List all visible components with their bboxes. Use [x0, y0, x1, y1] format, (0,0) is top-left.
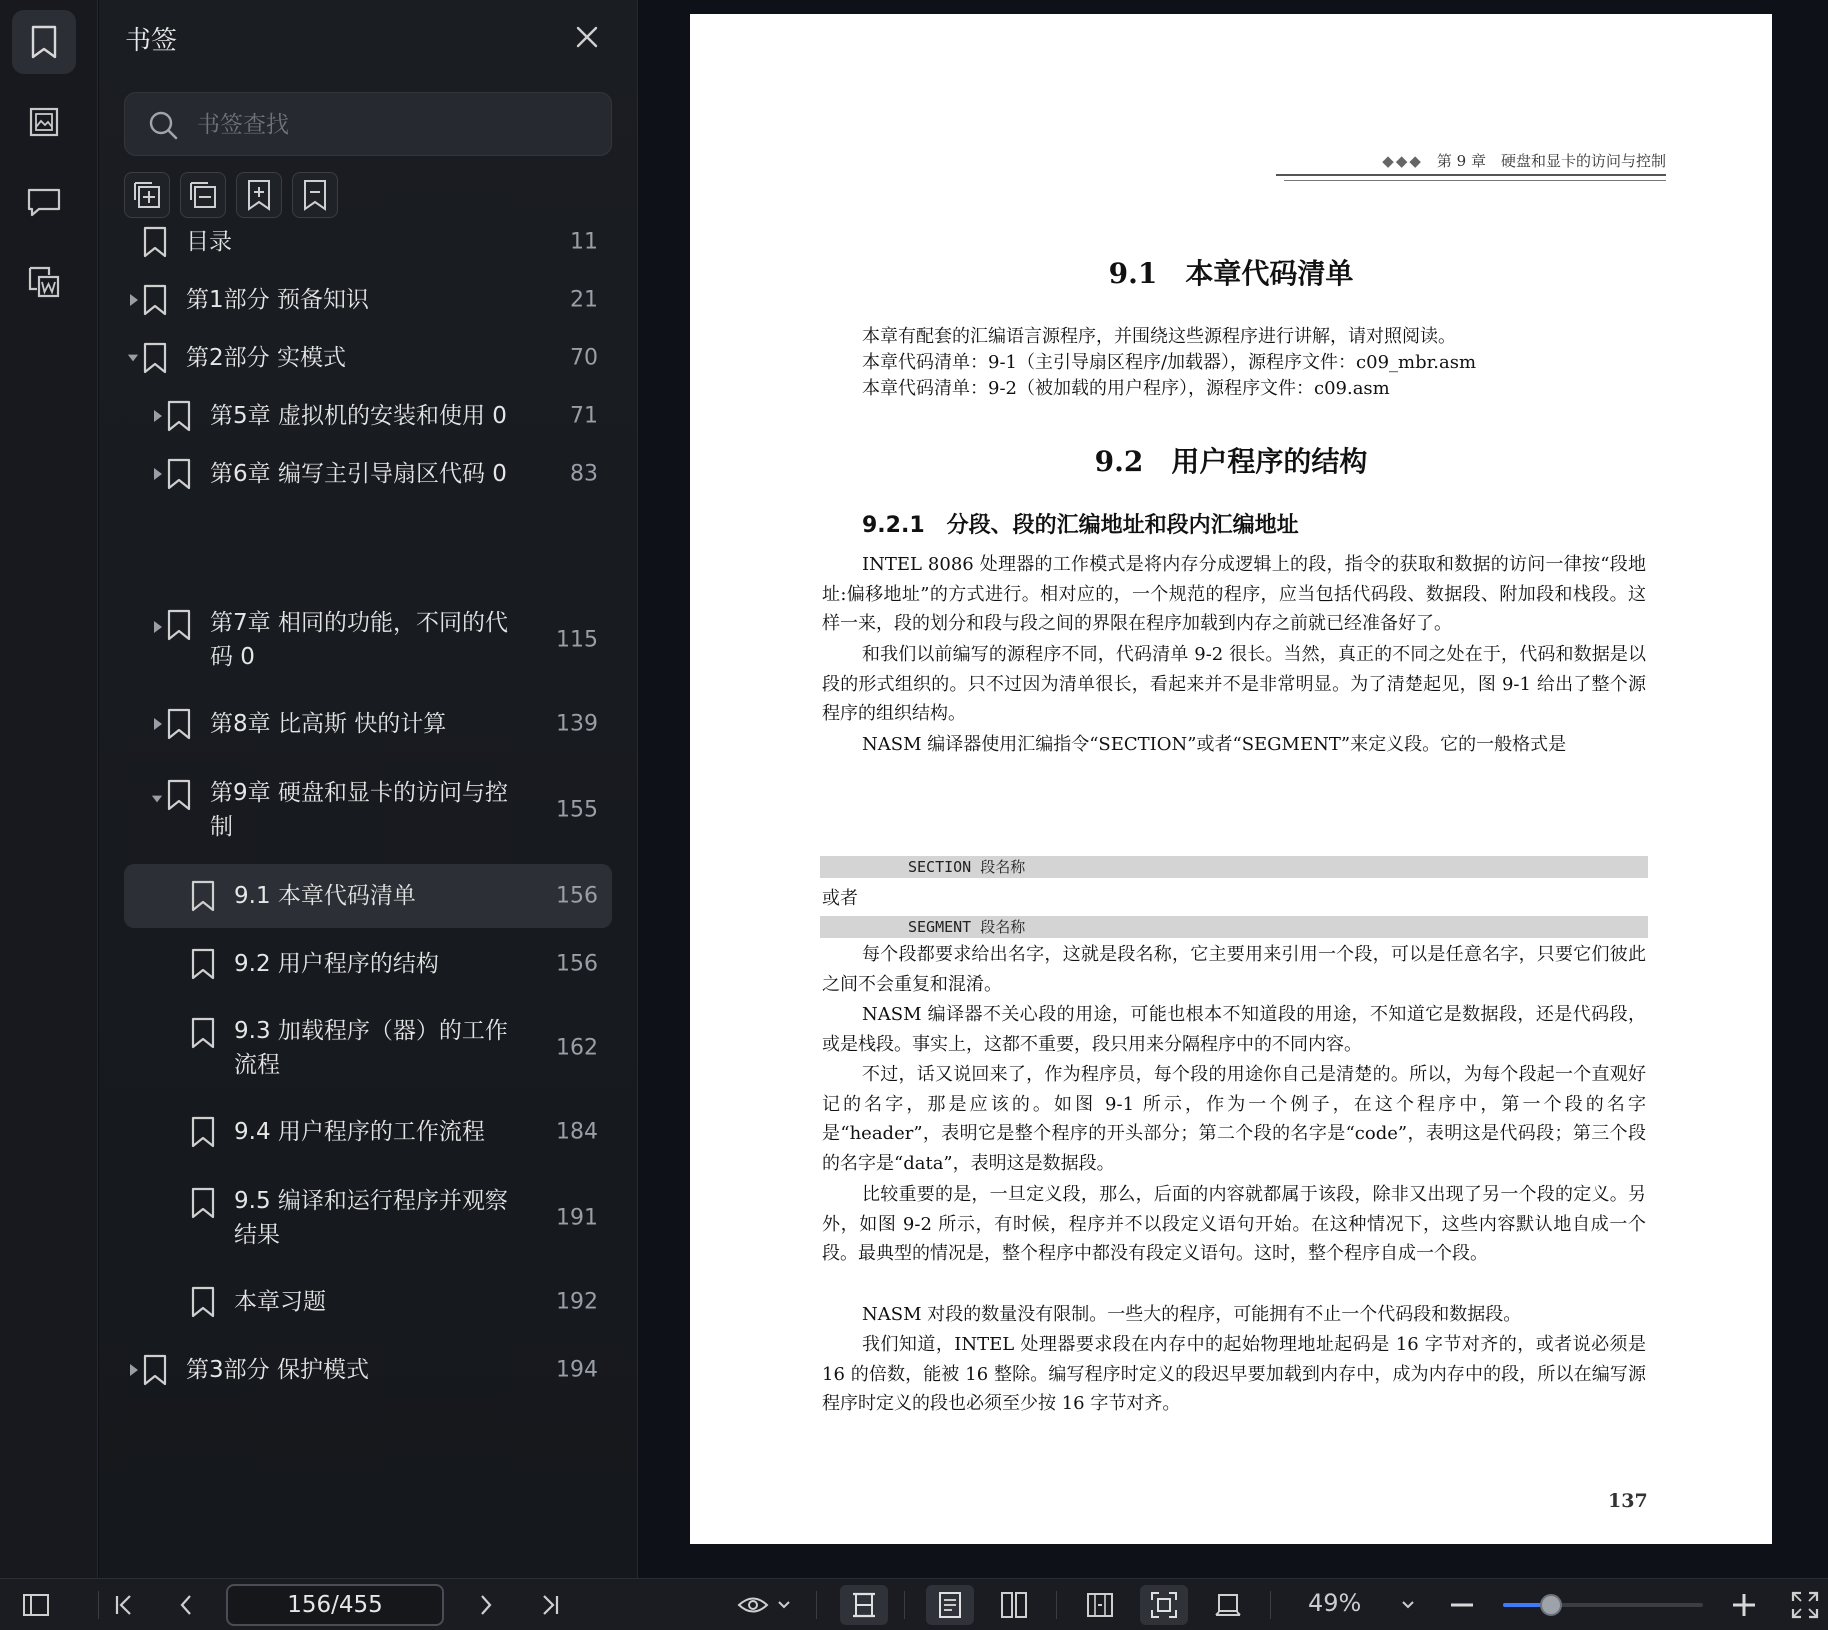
bookmark-page: 191: [556, 1205, 598, 1231]
fit-height-icon: [850, 1591, 878, 1619]
bookmark-icon: [190, 1017, 216, 1049]
paragraph: 和我们以前编写的源程序不同，代码清单 9-2 很长。当然，真正的不同之处在于，代码和数据是以段的形式组织的。只不过因为清单很长，看起来并不是非常明显。为了清楚起见，图 9-1 给出了整个源程序的组织结构。: [822, 644, 1646, 725]
caret-right-icon[interactable]: [152, 467, 164, 481]
intro-line: 本章代码清单：9-2（被加载的用户程序），源程序文件：c09.asm: [862, 378, 1390, 399]
rotate-button[interactable]: [1206, 1585, 1250, 1625]
bookmark-page: 156: [556, 883, 598, 909]
last-page-icon: [539, 1593, 561, 1617]
zoom-slider-thumb[interactable]: [1540, 1594, 1562, 1616]
close-button[interactable]: [570, 20, 604, 54]
zoom-out-button[interactable]: [1446, 1585, 1478, 1625]
two-page-icon: [1000, 1591, 1028, 1619]
chevron-down-icon: [777, 1600, 791, 1610]
bookmark-label: 9.3 加载程序（器）的工作流程: [234, 1018, 508, 1078]
bookmark-label: 第5章 虚拟机的安装和使用 0: [210, 403, 507, 429]
chevron-right-icon: [478, 1593, 494, 1617]
word-convert-tab-button[interactable]: [12, 250, 76, 314]
bookmark-label: 9.2 用户程序的结构: [234, 951, 439, 977]
section-title: 9.1 本章代码清单: [1108, 257, 1354, 290]
paragraph: NASM 编译器不关心段的用途，可能也根本不知道段的用途，不知道它是数据段，还是代码段，或是栈段。事实上，这都不重要，段只用来分隔程序中的不同内容。: [822, 1004, 1646, 1055]
bookmark-search-input[interactable]: [197, 103, 587, 147]
bookmark-page: 115: [556, 627, 598, 653]
two-page-button[interactable]: [990, 1585, 1038, 1625]
bookmark-icon: [166, 400, 192, 432]
bookmark-page: 70: [570, 345, 598, 371]
paragraph: 我们知道，INTEL 处理器要求段在内存中的起始物理地址起码是 16 字节对齐的，或者说必须是 16 的倍数，能被 16 整除。编写程序时定义的段迟早要加载到内存中，成为内存中的段，所以在编写源程序时定义的段也必须至少按 16 字节对齐。: [822, 1334, 1646, 1415]
fit-width-button[interactable]: [1078, 1585, 1122, 1625]
bookmark-item[interactable]: [124, 1102, 612, 1162]
bookmark-page: 11: [570, 229, 598, 255]
fullscreen-button[interactable]: [1788, 1585, 1822, 1625]
sidebar-toggle-icon: [22, 1593, 50, 1617]
rotate-icon: [1213, 1591, 1243, 1619]
comment-icon: [27, 187, 61, 217]
diamond-ornament-icon: ◆◆◆: [1382, 152, 1423, 170]
bookmark-page: 71: [570, 403, 598, 429]
bookmark-label: 第3部分 保护模式: [186, 1357, 369, 1383]
bookmark-item[interactable]: [124, 212, 612, 272]
minus-icon: [1450, 1603, 1474, 1607]
bookmark-page: 83: [570, 461, 598, 487]
bookmark-icon: [190, 1116, 216, 1148]
bookmark-search: [124, 92, 612, 156]
continuous-scroll-button[interactable]: [840, 1585, 888, 1625]
toggle-sidebar-button[interactable]: [16, 1585, 56, 1625]
paragraph: NASM 编译器使用汇编指令“SECTION”或者“SEGMENT”来定义段。它的一般格式是: [862, 734, 1567, 755]
bookmark-icon: [142, 226, 168, 258]
document-viewer[interactable]: [639, 0, 1828, 1578]
toolbar-divider: [1270, 1591, 1271, 1619]
bookmark-item[interactable]: [124, 270, 612, 330]
eye-icon: [737, 1594, 769, 1616]
paragraph: 比较重要的是，一旦定义段，那么，后面的内容就都属于该段，除非又出现了另一个段的定义。另外，如图 9-2 所示，有时候，程序并不以段定义语句开始。在这种情况下，这些内容默认地自成一个段。最典型的情况是，整个程序中都没有段定义语句。这时，整个程序自成一个段。: [822, 1184, 1646, 1265]
or-text: 或者: [822, 888, 858, 909]
close-icon: [570, 20, 604, 54]
bottom-toolbar: [0, 1578, 1828, 1630]
running-header: [1286, 150, 1666, 171]
bookmark-label: 目录: [186, 229, 232, 255]
bookmark-item[interactable]: [124, 934, 612, 994]
bookmark-page: 21: [570, 287, 598, 313]
paragraph: 不过，话又说回来了，作为程序员，每个段的用途你自己是清楚的。所以，为每个段起一个直观好记的名字，那是应该的。如图 9-1 所示，作为一个例子，在这个程序中，第一个段的名字是“header”，表明它是整个程序的开头部分；第二个段的名字是“code”，表明这是代码段；第三个段的名字是“data”，表明这是数据段。: [822, 1064, 1646, 1175]
code-line: SECTION 段名称: [820, 856, 1648, 878]
paragraph: INTEL 8086 处理器的工作模式是将内存分成逻辑上的段，指令的获取和数据的访问一律按“段地址:偏移地址”的方式进行。相对应的，一个规范的程序，应当包括代码段、数据段、附加段和栈段。这样一来，段的划分和段与段之间的界限在程序加载到内存之前就已经准备好了。: [822, 554, 1646, 635]
page-number-input[interactable]: [226, 1584, 444, 1626]
bookmark-icon: [142, 284, 168, 316]
intro-line: 本章代码清单：9-1（主引导扇区程序/加载器），源程序文件：c09_mbr.asm: [862, 352, 1477, 373]
bookmark-item-active[interactable]: [124, 864, 612, 928]
bookmark-label: 9.5 编译和运行程序并观察结果: [234, 1188, 508, 1248]
running-header-text: 第 9 章 硬盘和显卡的访问与控制: [1436, 152, 1666, 170]
bookmark-item[interactable]: [124, 768, 612, 852]
bookmark-tab-button[interactable]: [12, 10, 76, 74]
fit-page-button[interactable]: [1140, 1585, 1188, 1625]
header-rule: [1276, 174, 1666, 176]
toolbar-divider: [1056, 1591, 1057, 1619]
bookmark-page: 155: [556, 797, 598, 823]
bookmark-icon: [190, 948, 216, 980]
zoom-level[interactable]: 49%: [1308, 1589, 1362, 1617]
caret-right-icon[interactable]: [128, 293, 140, 307]
bookmark-item[interactable]: [124, 1340, 612, 1400]
image-icon: [29, 107, 59, 137]
bookmark-label: 第9章 硬盘和显卡的访问与控制: [210, 780, 508, 840]
remove-bookmark-icon: [302, 179, 328, 211]
bookmark-item[interactable]: [124, 1006, 612, 1090]
collapse-all-icon: [188, 180, 218, 210]
caret-right-icon[interactable]: [152, 717, 164, 731]
bookmark-item[interactable]: [124, 598, 612, 682]
bookmark-label: 9.4 用户程序的工作流程: [234, 1119, 485, 1145]
next-page-button[interactable]: [468, 1585, 504, 1625]
toolbar-divider: [98, 1591, 99, 1619]
view-mode-button[interactable]: [732, 1585, 796, 1625]
plus-icon: [1732, 1593, 1756, 1617]
bookmark-icon: [142, 1354, 168, 1386]
bookmark-label: 第8章 比高斯 快的计算: [210, 711, 447, 737]
panel-title: 书签: [125, 26, 178, 56]
caret-right-icon[interactable]: [152, 620, 164, 634]
fit-page-icon: [1150, 1591, 1178, 1619]
bookmark-page: 156: [556, 951, 598, 977]
fullscreen-icon: [1791, 1591, 1819, 1619]
bookmark-page: 184: [556, 1119, 598, 1145]
first-page-button[interactable]: [106, 1585, 142, 1625]
last-page-button[interactable]: [532, 1585, 568, 1625]
bookmark-label: 第1部分 预备知识: [186, 287, 369, 313]
header-rule: [1284, 180, 1666, 181]
previous-page-button[interactable]: [168, 1585, 204, 1625]
code-line: SEGMENT 段名称: [820, 916, 1648, 938]
first-page-icon: [113, 1593, 135, 1617]
expand-all-icon: [132, 180, 162, 210]
document-page: [690, 14, 1772, 1544]
caret-right-icon[interactable]: [152, 409, 164, 423]
bookmark-icon: [166, 708, 192, 740]
bookmark-page: 162: [556, 1035, 598, 1061]
add-bookmark-icon: [246, 179, 272, 211]
bookmark-icon: [190, 1187, 216, 1219]
bookmark-label: 本章习题: [234, 1289, 326, 1315]
bookmark-item[interactable]: [124, 1176, 612, 1260]
caret-right-icon[interactable]: [128, 1363, 140, 1377]
caret-down-icon[interactable]: [127, 351, 139, 365]
page-number: 137: [1608, 1490, 1648, 1512]
bookmark-label: 第7章 相同的功能，不同的代码 0: [210, 610, 508, 670]
caret-down-icon[interactable]: [151, 792, 163, 806]
section-title: 9.2 用户程序的结构: [1094, 445, 1368, 478]
single-page-icon: [938, 1591, 962, 1619]
bookmark-icon: [190, 880, 216, 912]
paragraph: 每个段都要求给出名字，这就是段名称，它主要用来引用一个段，可以是任意名字，只要它们彼此之间不会重复和混淆。: [822, 944, 1646, 995]
bookmark-page: 192: [556, 1289, 598, 1315]
bookmark-label: 第2部分 实模式: [186, 345, 346, 371]
bookmark-item[interactable]: [124, 1272, 612, 1332]
bookmark-icon: [30, 25, 58, 59]
bookmark-icon: [142, 342, 168, 374]
paragraph: NASM 对段的数量没有限制。一些大的程序，可能拥有不止一个代码段和数据段。: [862, 1304, 1522, 1325]
chevron-left-icon: [178, 1593, 194, 1617]
bookmark-item[interactable]: [124, 328, 612, 388]
zoom-in-button[interactable]: [1728, 1585, 1760, 1625]
comment-tab-button[interactable]: [12, 170, 76, 234]
subsection-title: 9.2.1 分段、段的汇编地址和段内汇编地址: [862, 513, 1299, 538]
bookmark-item[interactable]: [124, 386, 612, 446]
bookmark-item[interactable]: [124, 444, 612, 504]
thumbnail-tab-button[interactable]: [12, 90, 76, 154]
zoom-dropdown-button[interactable]: [1396, 1585, 1420, 1625]
bookmark-icon: [190, 1286, 216, 1318]
search-icon: [147, 109, 179, 141]
word-doc-icon: [27, 265, 61, 299]
bookmark-page: 139: [556, 711, 598, 737]
bookmark-label: 第6章 编写主引导扇区代码 0: [210, 461, 507, 487]
intro-line: 本章有配套的汇编语言源程序，并围绕这些源程序进行讲解，请对照阅读。: [862, 326, 1456, 347]
bookmark-page: 194: [556, 1357, 598, 1383]
bookmark-icon: [166, 779, 192, 811]
bookmark-icon: [166, 609, 192, 641]
chevron-down-icon: [1401, 1600, 1415, 1610]
bookmark-panel: [99, 0, 638, 1578]
toolbar-divider: [904, 1591, 905, 1619]
sidebar-rail: [0, 0, 98, 1578]
bookmark-item[interactable]: [124, 694, 612, 754]
single-page-button[interactable]: [926, 1585, 974, 1625]
toolbar-divider: [816, 1591, 817, 1619]
zoom-slider[interactable]: [1503, 1603, 1703, 1607]
bookmark-icon: [166, 458, 192, 490]
bookmark-label: 9.1 本章代码清单: [234, 883, 416, 909]
fit-width-icon: [1086, 1591, 1114, 1619]
